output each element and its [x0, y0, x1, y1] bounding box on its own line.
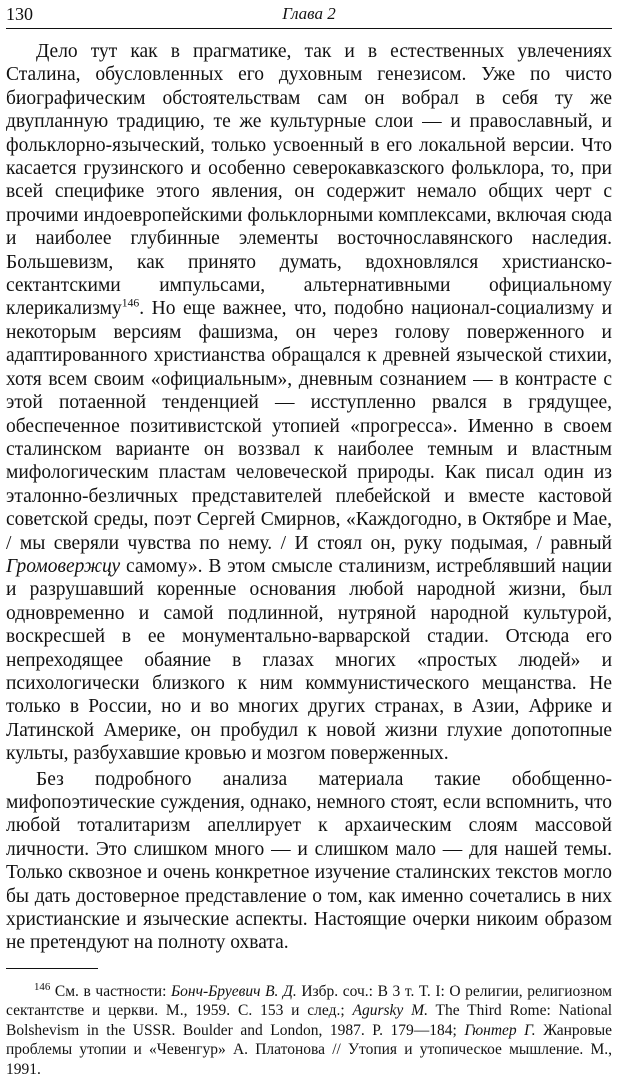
italic-text: Agursky M. — [352, 1002, 428, 1020]
italic-text: Гюнтер Г. — [464, 1021, 536, 1039]
paragraph — [6, 40, 612, 766]
text-run: The Third Rome: National Bolshevism in the USSR. Boulder and London, 1987. P. 179—184; — [6, 1002, 613, 1039]
italic-text: Громовержцу — [6, 555, 121, 577]
footnote — [6, 982, 612, 1079]
paragraph — [6, 768, 612, 955]
header-rule — [6, 28, 612, 29]
page-header — [6, 4, 612, 28]
text-run: Без подробного анализа материала такие обобщенно-мифопоэтические суждения, однако, немного стоят, если вспомнить, что любой тоталитаризм апеллирует к архаическим слоям массовой личности. Это слишком много — и слишком мало — для нашей темы. Только сквозное и очень конкретное изучение сталинских текстов могло бы дать достоверное представление о том, как именно сочетались в них христианские и языческие аспекты. Настоящие очерки никоим образом не претендуют на полноту охвата. — [6, 768, 612, 954]
footnote-ref: 146 — [121, 296, 140, 310]
footnote-ref: 146 — [34, 980, 51, 993]
footnote-rule — [6, 968, 98, 969]
text-run: Избр. соч.: В 3 т. Т. I: О религии, религиозном сектантстве и церкви. М., 1959. С. 153 и след.; — [6, 983, 612, 1020]
text-run: . Но еще важнее, что, подобно национал-социализму и некоторым версиям фашизма, он через голову поверженного и адаптированного христианства обращался к древней языческой стихии, хотя всем своим «официальным», дневным сознанием — в контрасте с этой потаенной тенденцией — исступленно рвался в грядущее, обеспеченное позитивистской утопией «прогресса». Именно в своем сталинском варианте он воззвал к наиболее темным и властным мифологическим пластам человеческой природы. Как писал один из эталонно-безличных представителей плебейской и вместе кастовой советской среды, поэт Сергей Смирнов, «Каждогодно, в Октябре и Мае, / мы сверяли чувства по нему. / И стоял он, руку подымая, / равный — [6, 298, 612, 554]
text-run: См. в частности: — [50, 983, 172, 1000]
italic-text: Бонч-Бруевич В. Д. — [171, 983, 297, 1000]
text-run: самому». В этом смысле сталинизм, истреблявший нации и разрушавший коренные основания любой народной жизни, был одновременно и самой подлинной, нутряной народной культурой, воскресшей в ее монументально-варварской стадии. Отсюда его непреходящее обаяние в глазах многих «простых людей» и психологически близкого к ним коммунистического мещанства. Не только в России, но и во многих других странах, в Азии, Африке и Латинской Америке, он пробудил к новой жизни глухие допотопные культы, разбухавшие кровью и мозгом поверженных. — [6, 555, 612, 765]
page-number: 130 — [6, 4, 33, 24]
main-text — [6, 40, 612, 955]
text-run: Жанровые проблемы утопии и «Чевенгур» А. Платонова // Утопия и утопическое мышление. М., 1991. — [6, 1021, 612, 1078]
text-run: Дело тут как в прагматике, так и в естественных увлечениях Сталина, обусловленных его духовным генезисом. Уже по чисто биографическим обстоятельствам сам он вобрал в себя ту же двупланную традицию, те же культурные слои — и православный, и фольклорно-языческий, только усвоенный в его локальной версии. Что касается грузинского и особенно северокавказского фольклора, то, при всей специфике этого явления, он содержит немало общих черт с прочими индоевропейскими фольклорными комплексами, включая сюда и наиболее глубинные элементы восточнославянского наследия. Большевизм, как принято думать, вдохновлялся христианско-сектантскими импульсами, альтернативными официальному клерикализму — [6, 41, 612, 320]
running-head: Глава 2 — [282, 4, 336, 23]
